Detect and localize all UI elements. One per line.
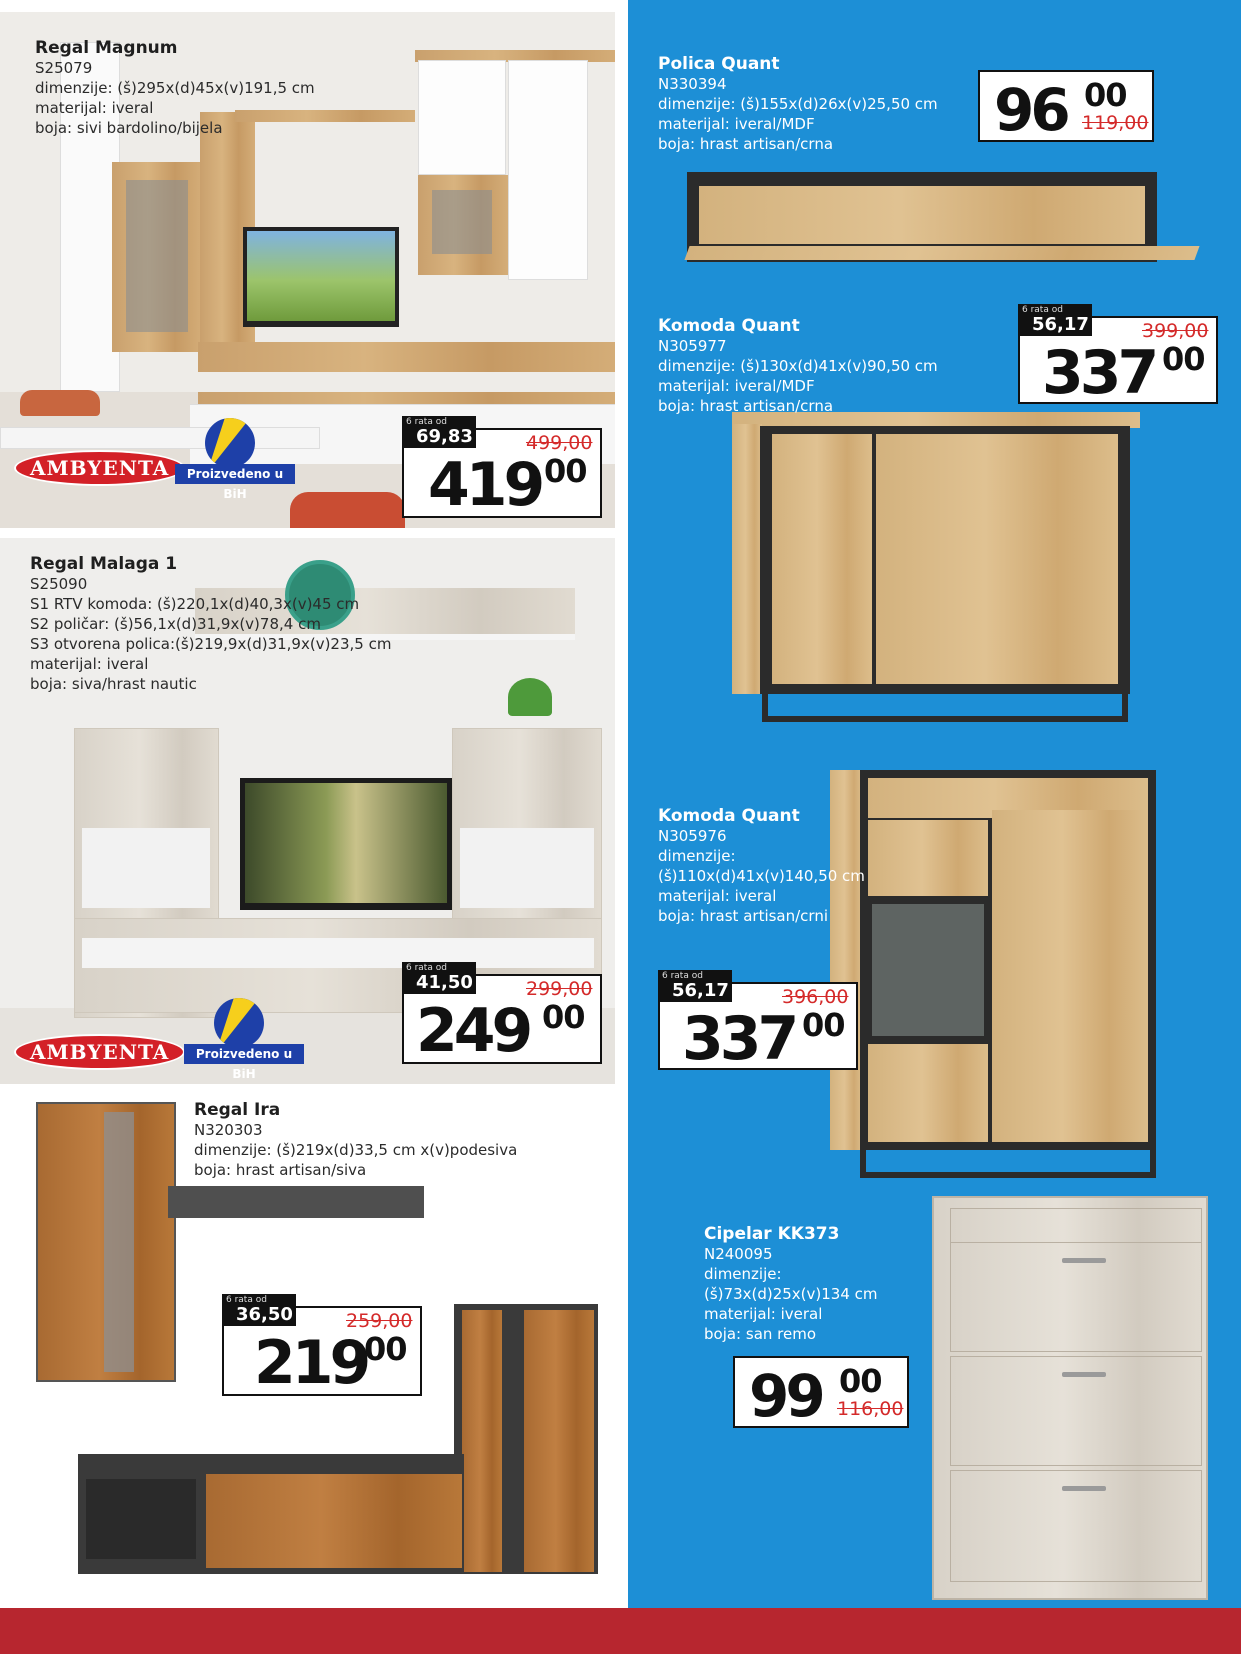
product-spec: boja: hrast artisan/crni <box>658 907 829 925</box>
product-info-cipelar <box>704 1224 878 1344</box>
footer-bar <box>0 1608 1241 1654</box>
product-spec: dimenzije: (š)130x(d)41x(v)90,50 cm <box>658 357 938 375</box>
price-main: 419 <box>428 450 542 520</box>
product-code: N305977 <box>658 337 727 355</box>
product-image-cipelar-kk373 <box>932 1196 1208 1602</box>
installment-label: 6 rata od <box>226 1295 267 1305</box>
product-image-polica-quant <box>687 172 1197 268</box>
price-main: 99 <box>749 1362 822 1430</box>
product-spec: materijal: iveral <box>704 1305 823 1323</box>
product-spec: dimenzije: <box>658 847 736 865</box>
old-price: 259,00 <box>346 1310 413 1332</box>
product-info-regal-ira <box>194 1100 517 1180</box>
origin-label: Proizvedeno u BiH <box>175 464 295 484</box>
installment-badge <box>222 1294 296 1326</box>
installment-value: 36,50 <box>236 1304 293 1325</box>
bih-badge <box>175 418 297 501</box>
product-spec: boja: sivi bardolino/bijela <box>35 119 223 137</box>
installment-value: 56,17 <box>672 980 729 1001</box>
product-info-regal-magnum <box>35 38 315 138</box>
product-cipelar-kk373[interactable] <box>640 1196 1230 1606</box>
product-spec: boja: hrast artisan/crna <box>658 397 834 415</box>
product-image-komoda-quant-n305976 <box>830 770 1156 1190</box>
product-spec: boja: siva/hrast nautic <box>30 675 197 693</box>
product-spec: (š)110x(d)41x(v)140,50 cm <box>658 867 865 885</box>
price-main: 337 <box>682 1004 796 1074</box>
origin-label: Proizvedeno u BiH <box>184 1044 304 1064</box>
installment-value: 41,50 <box>416 972 473 993</box>
product-code: S25079 <box>35 59 93 77</box>
product-spec: materijal: iveral <box>30 655 149 673</box>
price-cents: 00 <box>1084 76 1127 114</box>
installment-label: 6 rata od <box>406 963 447 973</box>
installment-value: 69,83 <box>416 426 473 447</box>
installment-label: 6 rata od <box>406 417 447 427</box>
product-spec: S2 poličar: (š)56,1x(d)31,9x(v)78,4 cm <box>30 615 321 633</box>
price-main: 219 <box>254 1328 368 1398</box>
product-polica-quant[interactable] <box>640 40 1230 290</box>
price-cents: 00 <box>364 1330 407 1368</box>
product-spec: materijal: iveral <box>658 887 777 905</box>
price-cents: 00 <box>802 1006 845 1044</box>
product-spec: boja: san remo <box>704 1325 817 1343</box>
price-cents: 00 <box>839 1362 882 1400</box>
product-spec: materijal: iveral/MDF <box>658 377 815 395</box>
ambyenta-logo: AMBYENTA <box>14 1034 185 1070</box>
old-price: 116,00 <box>837 1398 904 1420</box>
installment-badge <box>402 416 476 448</box>
price-main: 337 <box>1042 338 1156 408</box>
product-spec: S3 otvorena polica:(š)219,9x(d)31,9x(v)23,5 cm <box>30 635 392 653</box>
product-spec: (š)73x(d)25x(v)134 cm <box>704 1285 878 1303</box>
price-cents: 00 <box>1162 340 1205 378</box>
old-price: 299,00 <box>526 978 593 1000</box>
product-info-komoda-quant <box>658 806 865 926</box>
product-spec: dimenzije: (š)295x(d)45x(v)191,5 cm <box>35 79 315 97</box>
product-regal-malaga[interactable] <box>0 538 615 1084</box>
product-spec: dimenzije: (š)219x(d)33,5 cm x(v)podesiva <box>194 1141 518 1159</box>
product-spec: boja: hrast artisan/crna <box>658 135 834 153</box>
bih-badge <box>184 998 306 1081</box>
product-spec: S1 RTV komoda: (š)220,1x(d)40,3x(v)45 cm <box>30 595 360 613</box>
old-price: 396,00 <box>782 986 849 1008</box>
product-name: Regal Ira <box>194 1100 281 1120</box>
product-code: N305976 <box>658 827 727 845</box>
product-spec: dimenzije: <box>704 1265 782 1283</box>
product-name: Cipelar KK373 <box>704 1224 840 1244</box>
product-code: S25090 <box>30 575 88 593</box>
product-image-komoda-quant-n305977 <box>732 412 1140 732</box>
product-komoda-quant-n305977[interactable] <box>640 296 1230 740</box>
product-komoda-quant-n305976[interactable] <box>640 760 1230 1190</box>
product-name: Regal Malaga 1 <box>30 554 178 574</box>
old-price: 119,00 <box>1082 112 1149 134</box>
product-spec: dimenzije: (š)155x(d)26x(v)25,50 cm <box>658 95 938 113</box>
installment-label: 6 rata od <box>662 971 703 981</box>
ambyenta-logo: AMBYENTA <box>14 450 185 486</box>
product-spec: materijal: iveral <box>35 99 154 117</box>
installment-value: 56,17 <box>1032 314 1089 335</box>
product-code: N320303 <box>194 1121 263 1139</box>
product-name: Regal Magnum <box>35 38 178 58</box>
price-main: 96 <box>994 76 1067 144</box>
product-regal-ira[interactable] <box>0 1094 615 1606</box>
price-cents: 00 <box>544 452 587 490</box>
price-tag <box>733 1356 909 1428</box>
product-name: Polica Quant <box>658 54 780 74</box>
installment-badge <box>1018 304 1092 336</box>
price-tag <box>978 70 1154 142</box>
installment-badge <box>402 962 476 994</box>
product-regal-magnum[interactable] <box>0 12 615 528</box>
product-name: Komoda Quant <box>658 806 800 826</box>
bih-flag-icon <box>205 418 255 468</box>
installment-label: 6 rata od <box>1022 305 1063 315</box>
product-info-regal-malaga <box>30 554 391 694</box>
bih-flag-icon <box>214 998 264 1048</box>
old-price: 399,00 <box>1142 320 1209 342</box>
product-name: Komoda Quant <box>658 316 800 336</box>
installment-badge <box>658 970 732 1002</box>
price-cents: 00 <box>542 998 585 1036</box>
product-code: N330394 <box>658 75 727 93</box>
product-spec: boja: hrast artisan/siva <box>194 1161 367 1179</box>
old-price: 499,00 <box>526 432 593 454</box>
product-code: N240095 <box>704 1245 773 1263</box>
product-info-komoda-quant <box>658 316 938 416</box>
price-main: 249 <box>416 996 530 1066</box>
product-info-polica-quant <box>658 54 938 154</box>
product-spec: materijal: iveral/MDF <box>658 115 815 133</box>
